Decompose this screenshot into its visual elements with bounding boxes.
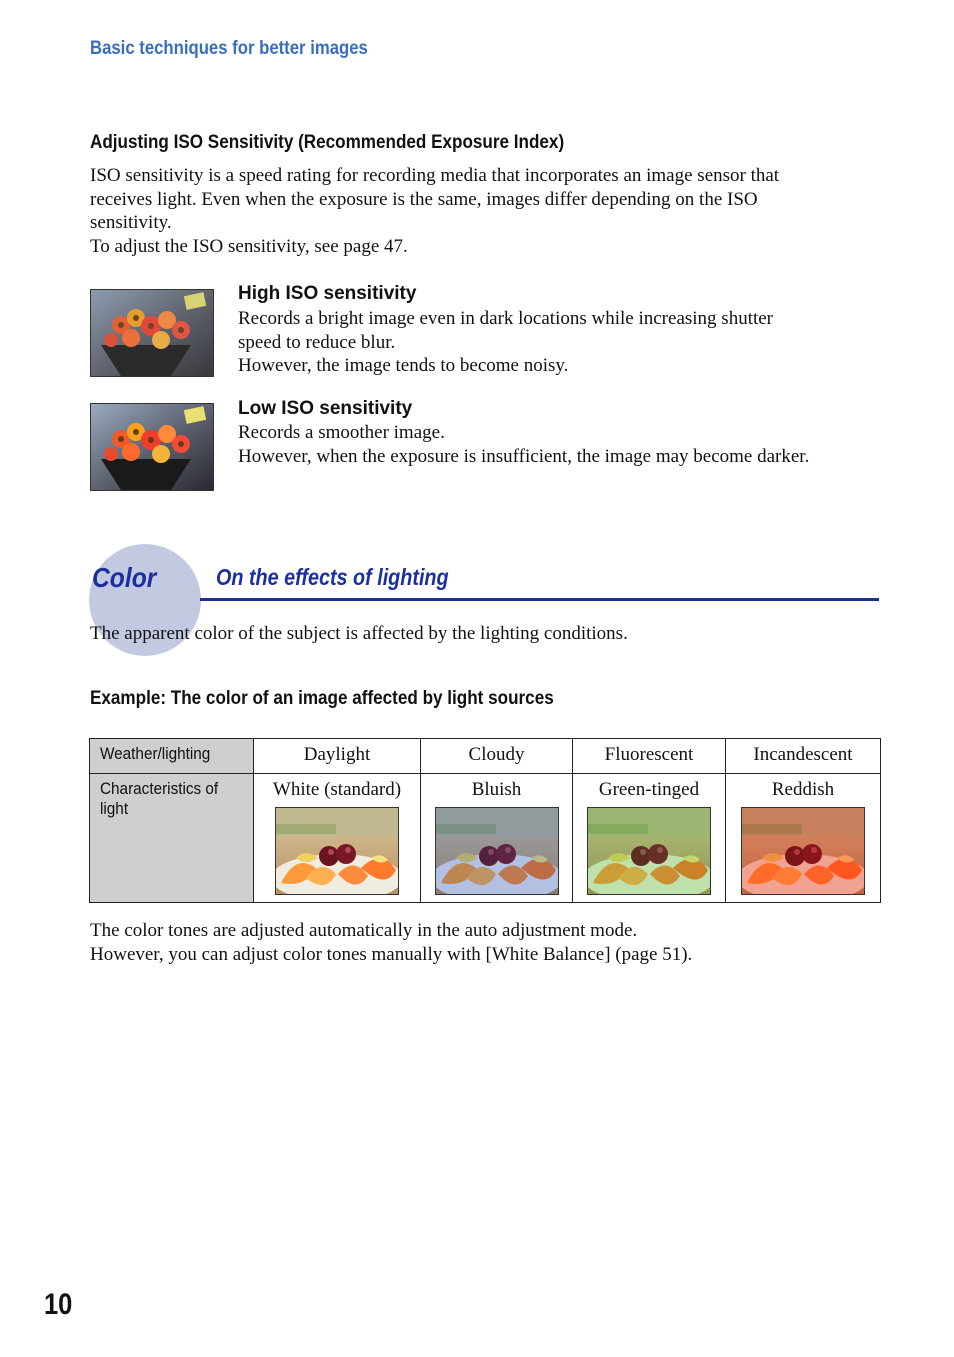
characteristic-label: White (standard) [272, 779, 402, 800]
color-note [90, 919, 692, 966]
color-apparent-text: The apparent color of the subject is affected by the lighting conditions. [90, 623, 628, 644]
table-row [90, 774, 881, 903]
table-row [90, 739, 881, 774]
flower-bouquet-photo-noisy [91, 290, 213, 376]
fruit-photo-incandescent [741, 807, 865, 895]
low-iso-line: However, when the exposure is insufficient, the image may become darker. [238, 445, 810, 467]
fruit-plate-icon [588, 808, 710, 894]
fruit-plate-icon [276, 808, 398, 894]
high-iso-line: speed to reduce blur. [238, 331, 396, 353]
row-header-lighting: Weather/lighting [90, 739, 254, 774]
iso-description [90, 164, 870, 258]
lighting-daylight: Daylight [254, 739, 421, 774]
lighting-fluorescent: Fluorescent [573, 739, 726, 774]
flower-bouquet-photo-smooth [91, 404, 213, 490]
section-rule [200, 598, 879, 601]
section-header: Basic techniques for better images [90, 38, 368, 59]
iso-heading: Adjusting ISO Sensitivity (Recommended Exposure Index) [90, 132, 565, 153]
fruit-plate-icon [742, 808, 864, 894]
characteristic-cell [254, 774, 421, 903]
lighting-cloudy: Cloudy [421, 739, 573, 774]
color-section-title: Color [92, 562, 157, 593]
note-line: However, you can adjust color tones manually with [White Balance] (page 51). [90, 943, 693, 965]
high-iso-line: However, the image tends to become noisy. [238, 355, 569, 376]
characteristic-label: Bluish [471, 779, 522, 800]
high-iso-line: Records a bright image even in dark locations while increasing shutter [238, 308, 774, 329]
characteristic-cell [573, 774, 726, 903]
characteristic-cell [421, 774, 573, 903]
lighting-table [89, 738, 881, 903]
iso-desc-line: receives light. Even when the exposure is the same, images differ depending on the ISO [90, 188, 758, 210]
characteristic-label: Reddish [771, 779, 835, 800]
characteristic-label: Green-tinged [598, 779, 700, 800]
fruit-photo-daylight [275, 807, 399, 895]
page-number: 10 [44, 1288, 73, 1321]
low-iso-photo [90, 403, 214, 491]
row-header-characteristics: Characteristics of light [90, 774, 254, 903]
color-section-subtitle: On the effects of lighting [216, 564, 449, 590]
high-iso-title: High ISO sensitivity [238, 283, 417, 304]
high-iso-photo [90, 289, 214, 377]
lighting-incandescent: Incandescent [726, 739, 881, 774]
high-iso-description [238, 307, 878, 378]
low-iso-title: Low ISO sensitivity [238, 398, 413, 419]
iso-desc-line: sensitivity. [90, 212, 172, 233]
low-iso-line: Records a smoother image. [238, 422, 445, 443]
example-heading: Example: The color of an image affected by light sources [90, 688, 554, 709]
note-line: The color tones are adjusted automatically in the auto adjustment mode. [90, 920, 638, 941]
fruit-photo-fluorescent [587, 807, 711, 895]
iso-see-page: To adjust the ISO sensitivity, see page 47. [90, 235, 408, 257]
characteristic-cell [726, 774, 881, 903]
low-iso-description [238, 421, 898, 468]
iso-desc-line: ISO sensitivity is a speed rating for recording media that incorporates an image sensor that [90, 165, 780, 186]
fruit-plate-icon [436, 808, 558, 894]
fruit-photo-cloudy [435, 807, 559, 895]
